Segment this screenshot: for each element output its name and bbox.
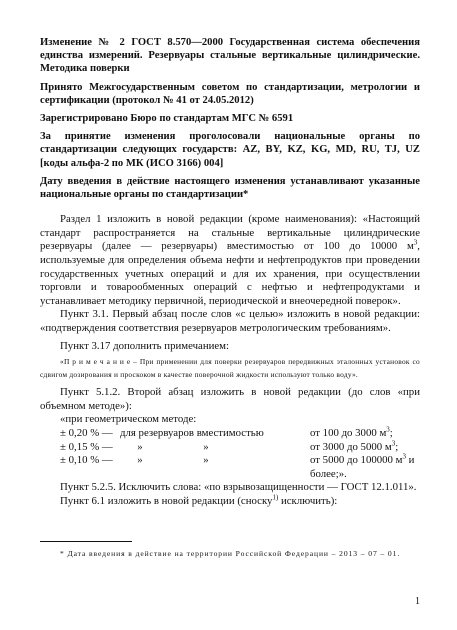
ditto-mark: » [137,440,143,453]
paragraph-text: Раздел 1 изложить в новой редакции (кроме наименования): «Настоящий стандарт распространяется на стальные вертикальные цилиндрические резервуары (далее — резервуары) вместимостью от 100 до 10000 м [40,213,420,253]
tolerance-row [60,427,420,441]
registration-statement: Зарегистрировано Бюро по стандартам МГС № 6591 [40,113,294,125]
voting-statement: За принятие изменения проголосовали национальные органы по стандартизации следующих государств: AZ, BY, KZ, KG, MD, RU, TJ, UZ [коды альфа-2 по МК (ИСО 3166) 004] [40,131,420,169]
ditto-mark: » [203,440,209,453]
paragraph-clause-5-2-5: Пункт 5.2.5. Исключить слова: «по взрывозащищенности — ГОСТ 12.1.011». [60,481,417,494]
tolerance-value: ± 0,15 % — [60,440,113,453]
document-page [40,36,420,509]
paragraph-text: , используемые для определения объема нефти и нефтепродуктов при проведении государственных учетных операций и для их хранения, при осуществлении торговли и товарообменных операций с нефтью и нефтепродуктами и устанавливает методику первичной, периодической и внеочередной поверок». [40,240,420,307]
superscript: 3 [402,452,406,461]
paragraph-clause-5-1-2: Пункт 5.1.2. Второй абзац изложить в новой редакции (до слов «при объемном методе»): [40,386,420,412]
footnote: * Дата введения в действие на территории Российской Федерации – 2013 – 07 – 01. [60,549,401,558]
note-text: «П р и м е ч а н и е – При применении для поверки резервуаров передвижных эталонных установок со сдвигом дозирования и проскоком в качестве поверочной жидкости используют только воду». [40,357,420,380]
ditto-marks [120,454,310,481]
paragraph-section-1 [40,213,420,308]
capacity-range [310,454,420,481]
amendment-title: Изменение № 2 ГОСТ 8.570—2000 Государственная система обеспечения единства измерений. Резервуары стальные вертикальные цилиндрические. Методика поверки [40,37,420,75]
ditto-marks [120,441,310,455]
paragraph-clause-6-1 [40,495,420,509]
page-number: 1 [415,596,420,607]
paragraph-geometric-method: «при геометрическом методе: [60,413,197,426]
tolerance-row [60,438,420,455]
superscript: 1) [272,493,279,502]
range-text: от 5000 до 100000 м [310,454,403,467]
range-text: от 3000 до 5000 м [310,440,392,453]
capacity-label: для резервуаров вместимостью [120,426,264,439]
ditto-mark: » [203,454,209,467]
superscript: 3 [386,425,390,434]
range-tail: ; [389,426,393,439]
accepted-statement: Принято Межгосударственным советом по стандартизации, метрологии и сертификации (протокол № 41 от 24.05.2012) [40,81,420,106]
range-text: от 100 до 3000 м [310,426,387,439]
tolerance-row [60,454,420,481]
superscript: 3 [391,438,396,447]
paragraph-clause-3-1: Пункт 3.1. Первый абзац после слов «с целью» изложить в новой редакции: «подтверждения соответствия резервуаров метрологическим требованиям». [40,308,420,334]
range-tail: ; [395,440,399,453]
tolerance-table [40,427,420,481]
paragraph-text: исключить): [278,494,338,507]
paragraph-text: Пункт 6.1 изложить в новой редакции (сноску [60,494,273,507]
tolerance-value: ± 0,20 % — [60,426,113,439]
range-tail: и более;». [310,454,415,480]
superscript: 3 [413,238,418,247]
capacity-range [310,427,420,441]
ditto-mark: » [137,454,143,467]
tolerance-value: ± 0,10 % — [60,454,113,467]
effective-date-statement: Дату введения в действие настоящего изменения устанавливают указанные национальные органы по стандартизации* [40,175,420,201]
paragraph-clause-3-17: Пункт 3.17 дополнить примечанием: [60,339,230,352]
footnote-divider [40,541,132,542]
